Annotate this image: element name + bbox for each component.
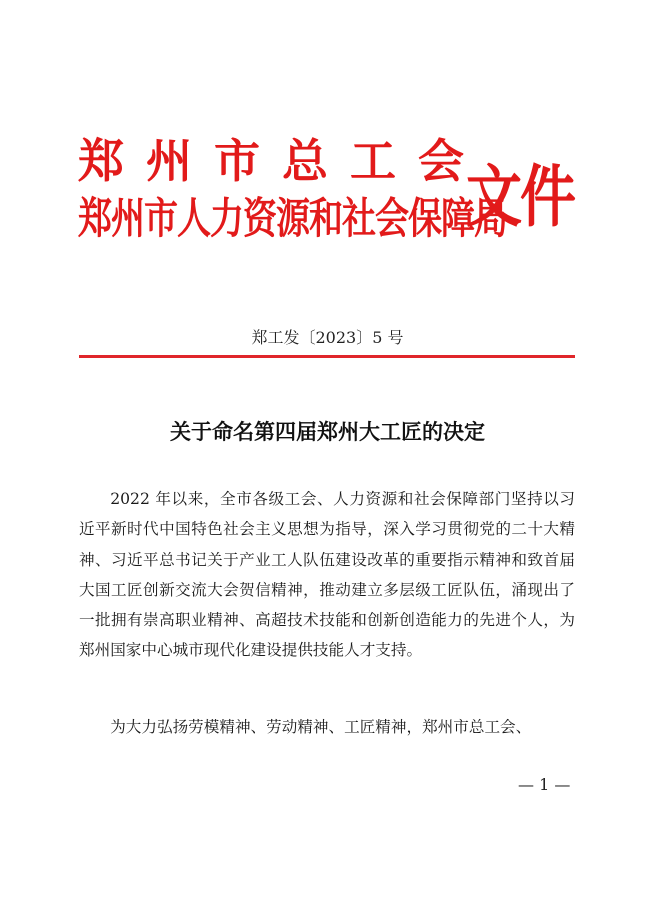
- body-paragraph-1: 2022 年以来，全市各级工会、人力资源和社会保障部门坚持以习近平新时代中国特色社会主义思想为指导，深入学习贯彻党的二十大精神、习近平总书记关于产业工人队伍建设改革的重要指示精神和致首届大国工匠创新交流大会贺信精神，推动建立多层级工匠队伍，涌现出了一批拥有崇高职业精神、高超技术技能和创新创造能力的先进个人，为郑州国家中心城市现代化建设提供技能人才支持。: [79, 490, 575, 660]
- document-title: 关于命名第四届郑州大工匠的决定: [170, 420, 485, 444]
- issuing-authorities: [78, 134, 507, 245]
- issuer-trade-union: 郑州市总工会: [78, 134, 486, 188]
- page-number: — 1 —: [518, 775, 571, 794]
- body-paragraph-2: 为大力弘扬劳模精神、劳动精神、工匠精神，郑州市总工会、: [110, 718, 532, 736]
- issuer-hr-bureau: 郑州市人力资源和社会保障局: [78, 194, 507, 245]
- red-separator-line: [79, 355, 575, 358]
- document-word: 文件: [466, 159, 574, 237]
- document-number: 郑工发〔2023〕5 号: [251, 328, 404, 347]
